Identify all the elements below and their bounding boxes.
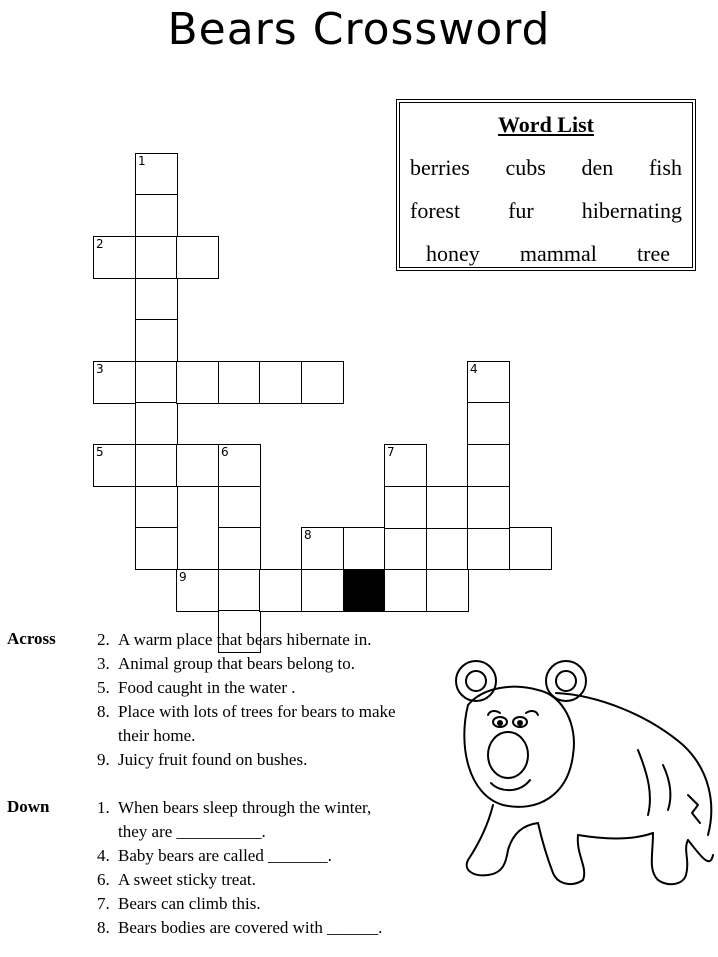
- clue-number: 4: [470, 362, 478, 376]
- word-list-item: fish: [648, 155, 682, 180]
- crossword-cell[interactable]: [176, 361, 219, 404]
- word-list-item: hibernating: [581, 198, 682, 223]
- crossword-cell[interactable]: [135, 527, 178, 570]
- clue-item: 1. When bears sleep through the winter,: [97, 798, 372, 817]
- crossword-cell[interactable]: [135, 361, 178, 404]
- crossword-cell[interactable]: [218, 569, 261, 612]
- clue-item: 3. Animal group that bears belong to.: [97, 654, 356, 673]
- down-clues: [97, 796, 447, 940]
- clue-number: 6: [221, 445, 229, 459]
- clue-item: 6. A sweet sticky treat.: [97, 870, 256, 889]
- crossword-cell[interactable]: [467, 361, 510, 404]
- crossword-cell[interactable]: [135, 402, 178, 445]
- crossword-cell[interactable]: [509, 527, 552, 570]
- crossword-cell[interactable]: [218, 486, 261, 529]
- crossword-cell[interactable]: [218, 527, 261, 570]
- crossword-cell[interactable]: [218, 361, 261, 404]
- crossword-cell[interactable]: [467, 402, 510, 445]
- word-list-row: [410, 155, 682, 181]
- crossword-cell[interactable]: [343, 527, 386, 570]
- crossword-cell[interactable]: [135, 319, 178, 362]
- bear-illustration: [448, 655, 718, 915]
- crossword-cell[interactable]: [135, 486, 178, 529]
- crossword-cell[interactable]: [259, 569, 302, 612]
- crossword-cell[interactable]: [426, 527, 469, 570]
- black-square: [343, 569, 386, 612]
- clue-number: 7: [387, 445, 395, 459]
- clue-item: their home.: [118, 726, 196, 745]
- page-title: Bears Crossword: [167, 4, 551, 55]
- crossword-cell[interactable]: [135, 444, 178, 487]
- crossword-cell[interactable]: [467, 444, 510, 487]
- clue-number: 5: [96, 445, 104, 459]
- crossword-cell[interactable]: [467, 486, 510, 529]
- crossword-cell[interactable]: [301, 361, 344, 404]
- crossword-cell[interactable]: [259, 361, 302, 404]
- clue-item: 4. Baby bears are called _______.: [97, 846, 332, 865]
- crossword-cell[interactable]: [176, 569, 219, 612]
- across-heading: Across: [7, 629, 56, 648]
- crossword-cell[interactable]: [176, 444, 219, 487]
- word-list-item: fur: [508, 198, 534, 223]
- word-list-row: [410, 198, 682, 224]
- crossword-cell[interactable]: [135, 194, 178, 237]
- crossword-cell[interactable]: [384, 527, 427, 570]
- word-list-item: mammal: [519, 241, 597, 266]
- clue-item: 7. Bears can climb this.: [97, 894, 261, 913]
- clue-number: 3: [96, 362, 104, 376]
- crossword-cell[interactable]: [135, 236, 178, 279]
- crossword-cell[interactable]: [301, 527, 344, 570]
- clue-number: 9: [179, 570, 187, 584]
- crossword-cell[interactable]: [218, 444, 261, 487]
- crossword-cell[interactable]: [467, 527, 510, 570]
- crossword-cell[interactable]: [384, 569, 427, 612]
- down-heading: Down: [7, 797, 50, 816]
- word-list-item: tree: [637, 241, 670, 266]
- clue-number: 1: [138, 154, 146, 168]
- crossword-cell[interactable]: [135, 278, 178, 321]
- clue-number: 2: [96, 237, 104, 251]
- clue-number: 8: [304, 528, 312, 542]
- word-list-row: [426, 241, 670, 267]
- crossword-cell[interactable]: [93, 444, 136, 487]
- across-clues: [97, 628, 447, 772]
- clue-item: 8. Bears bodies are covered with ______.: [97, 918, 383, 937]
- crossword-cell[interactable]: [426, 569, 469, 612]
- word-list-item: forest: [410, 198, 461, 223]
- word-list-title: Word List: [498, 112, 594, 137]
- word-list-box: [396, 99, 696, 271]
- crossword-cell[interactable]: [384, 444, 427, 487]
- clue-item: 5. Food caught in the water .: [97, 678, 296, 697]
- crossword-cell[interactable]: [93, 361, 136, 404]
- crossword-cell[interactable]: [93, 236, 136, 279]
- clue-item: 2. A warm place that bears hibernate in.: [97, 630, 372, 649]
- crossword-cell[interactable]: [384, 486, 427, 529]
- crossword-cell[interactable]: [176, 236, 219, 279]
- crossword-cell[interactable]: [135, 153, 178, 196]
- clue-item: 8. Place with lots of trees for bears to make: [97, 702, 396, 721]
- clue-item: they are __________.: [118, 822, 266, 841]
- crossword-cell[interactable]: [301, 569, 344, 612]
- crossword-cell[interactable]: [426, 486, 469, 529]
- word-list-item: cubs: [505, 155, 546, 180]
- word-list-item: den: [581, 155, 614, 180]
- word-list-item: berries: [410, 155, 470, 180]
- word-list-item: honey: [426, 241, 480, 266]
- clue-item: 9. Juicy fruit found on bushes.: [97, 750, 308, 769]
